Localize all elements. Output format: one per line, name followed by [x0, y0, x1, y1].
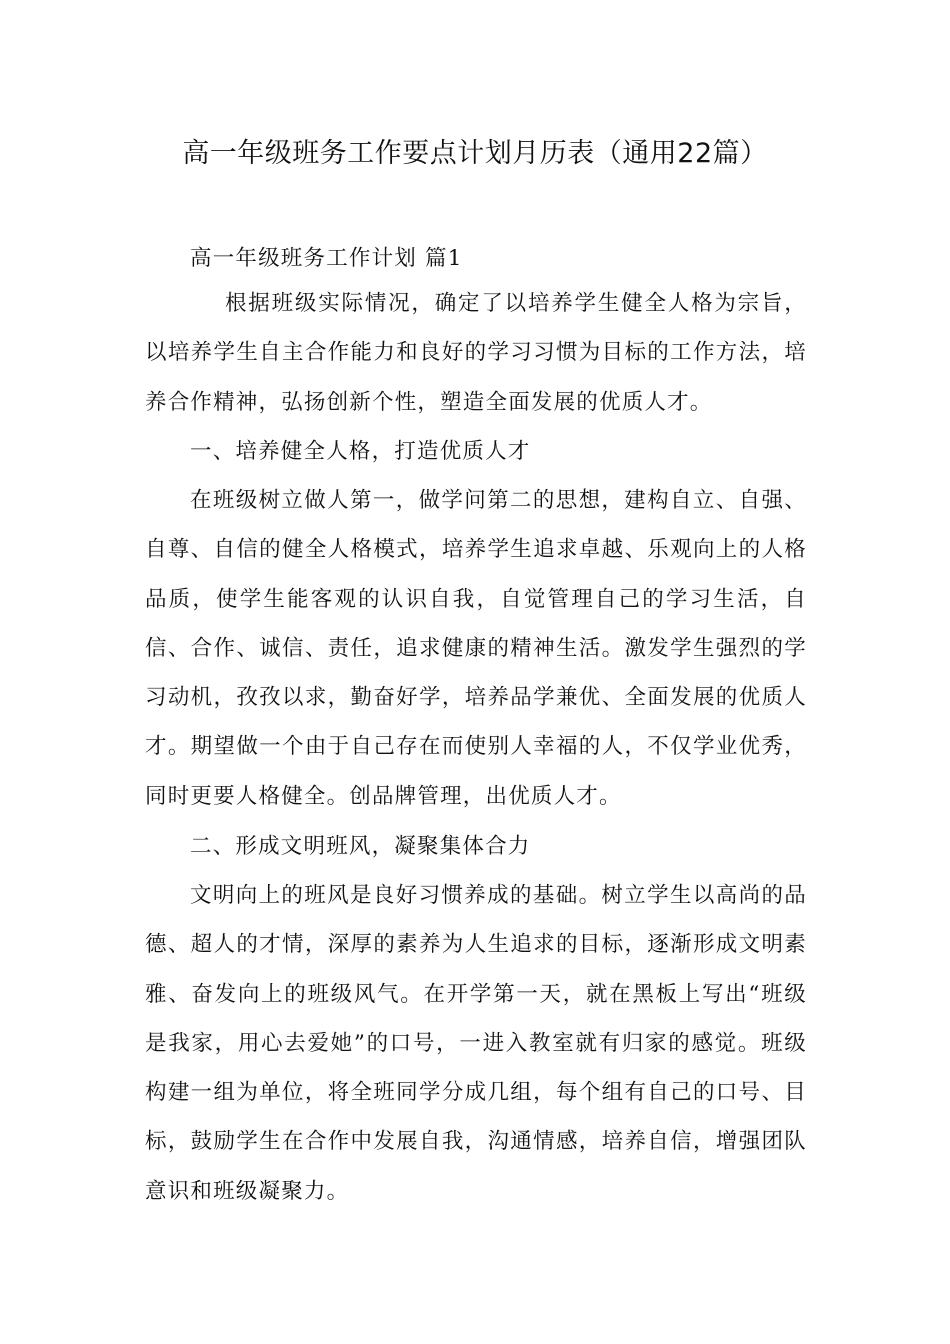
section-paragraph-2: 文明向上的班风是良好习惯养成的基础。树立学生以高尚的品德、超人的才情，深厚的素养为人生追求的目标，逐渐形成文明素雅、奋发向上的班级风气。在开学第一天，就在黑板上写出“班级是我家，用心去爱她”的口号，一进入教室就有归家的感觉。班级构建一组为单位，将全班同学分成几组，每个组有自己的口号、目标，鼓励学生在合作中发展自我，沟通情感，培养自信，增强团队意识和班级凝聚力。: [145, 883, 807, 1204]
section-heading-2: 二、形成文明班风，凝聚集体合力: [190, 834, 531, 859]
section-heading-1: 一、培养健全人格，打造优质人才: [190, 439, 531, 464]
article-subtitle: 高一年级班务工作计划 篇1: [190, 246, 463, 271]
section-paragraph-1: 在班级树立做人第一，做学问第二的思想，建构自立、自强、自尊、自信的健全人格模式，培养学生追求卓越、乐观向上的人格品质，使学生能客观的认识自我，自觉管理自己的学习生活，自信、合作、诚信、责任，追求健康的精神生活。激发学生强烈的学习动机，孜孜以求，勤奋好学，培养品学兼优、全面发展的优质人才。期望做一个由于自己存在而使别人幸福的人，不仅学业优秀，同时更要人格健全。创品牌管理，出优质人才。: [145, 488, 807, 809]
intro-paragraph: 根据班级实际情况，确定了以培养学生健全人格为宗旨，以培养学生自主合作能力和良好的学习习惯为目标的工作方法，培养合作精神，弘扬创新个性，塑造全面发展的优质人才。: [145, 291, 807, 415]
document-title: 高一年级班务工作要点计划月历表（通用22篇）: [182, 138, 768, 169]
